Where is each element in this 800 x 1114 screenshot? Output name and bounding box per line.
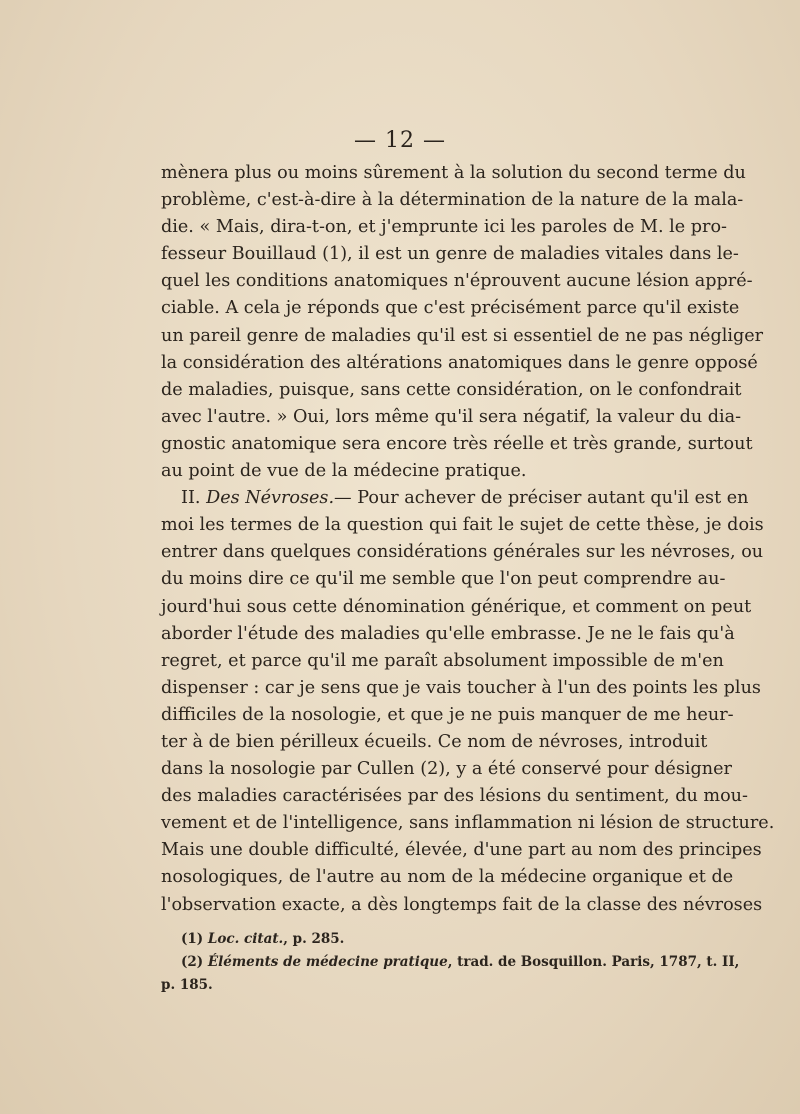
text-line: ter à de bien périlleux écueils. Ce nom de névroses, introduit [161,731,708,752]
footnote-2-title: Éléments de médecine pratique [207,954,448,970]
page-number: — 12 — [354,128,446,153]
body-text [161,160,775,919]
text-line: la considération des altérations anatomiques dans le genre opposé [161,352,758,373]
text-line: regret, et parce qu'il me paraît absolument impossible de m'en [161,650,724,671]
text-line: Mais une double difficulté, élevée, d'une part au nom des principes [161,840,762,861]
footnote-2-marker: (2) [181,954,204,970]
text-line: nosologiques, de l'autre au nom de la médecine organique et de [161,867,734,888]
text-line: entrer dans quelques considérations générales sur les névroses, ou [161,542,764,563]
footnote-1 [161,928,687,951]
text-line: au point de vue de la médecine pratique. [161,461,527,482]
text-line: avec l'autre. » Oui, lors même qu'il sera négatif, la valeur du dia- [161,406,742,427]
text-line: de maladies, puisque, sans cette considération, on le confondrait [161,379,742,400]
footnote-1-rest: , p. 285. [283,931,345,947]
footnote-1-marker: (1) [181,931,204,947]
text-line: die. « Mais, dira-t-on, et j'emprunte ici les paroles de M. le pro- [161,217,727,238]
text-line: vement et de l'intelligence, sans inflammation ni lésion de structure. [161,813,775,834]
text-line: dispenser : car je sens que je vais toucher à l'un des points les plus [161,677,761,698]
text-line: ciable. A cela je réponds que c'est précisément parce qu'il existe [161,298,740,319]
text-line: quel les conditions anatomiques n'éprouvent aucune lésion appré- [161,271,753,292]
text-line: du moins dire ce qu'il me semble que l'on peut comprendre au- [161,569,726,590]
section-heading-title: Des Névroses. [206,488,335,509]
text-line: problème, c'est-à-dire à la détermination de la nature de la mala- [161,190,744,211]
footnote-2-continuation: p. 185. [161,977,213,993]
text-line: moi les termes de la question qui fait le sujet de cette thèse, je dois [161,515,764,536]
text-line: un pareil genre de maladies qu'il est si essentiel de ne pas négliger [161,325,764,346]
text-line: des maladies caractérisées par des lésions du sentiment, du mou- [161,786,748,807]
text-line: difficiles de la nosologie, et que je ne puis manquer de me heur- [161,704,734,725]
section-first-line-rest: — Pour achever de préciser autant qu'il est en [334,488,749,509]
text-line: fesseur Bouillaud (1), il est un genre de maladies vitales dans le- [161,244,739,265]
section-heading-line [161,485,749,512]
text-line: l'observation exacte, a dès longtemps fait de la classe des névroses [161,894,763,915]
text-line: jourd'hui sous cette dénomination générique, et comment on peut [161,596,752,617]
text-line: dans la nosologie par Cullen (2), y a été conservé pour désigner [161,759,732,780]
text-line: gnostic anatomique sera encore très réelle et très grande, surtout [161,433,753,454]
footnote-2-rest: , trad. de Bosquillon. Paris, 1787, t. II, [447,954,740,970]
text-line: aborder l'étude des maladies qu'elle embrasse. Je ne le fais qu'à [161,623,735,644]
text-line: mènera plus ou moins sûrement à la solution du second terme du [161,163,746,183]
footnotes [161,928,740,997]
footnote-2 [161,951,740,974]
footnote-1-title: Loc. citat. [207,931,284,947]
section-heading-prefix: II. [181,488,207,509]
